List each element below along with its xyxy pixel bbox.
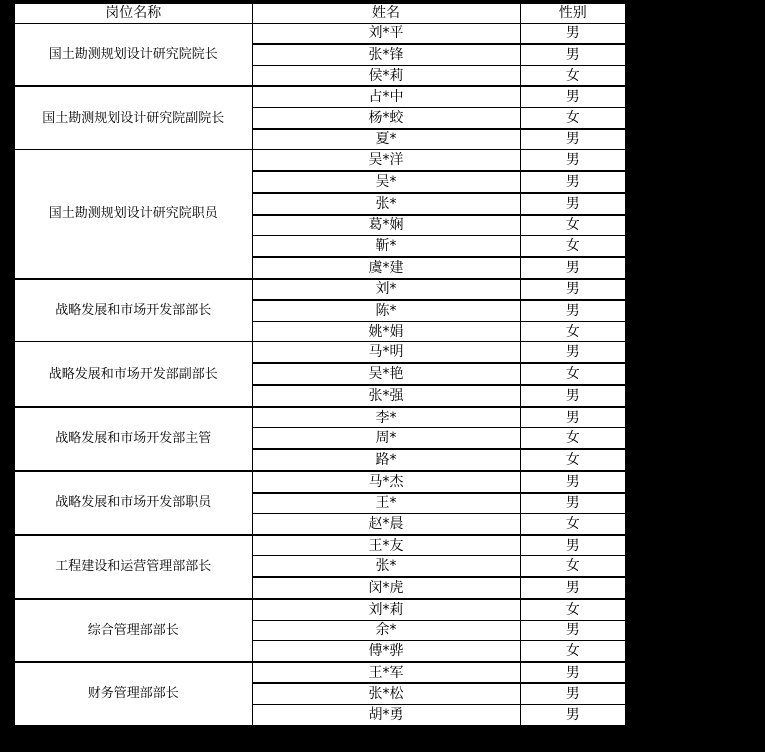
gender-cell: 男: [520, 407, 626, 428]
name-cell: 王*军: [252, 662, 520, 684]
table-row: [14, 599, 626, 620]
name-cell: 马*明: [252, 342, 520, 363]
gender-cell: 女: [520, 556, 626, 577]
position-cell: 战略发展和市场开发部主管: [14, 407, 252, 471]
name-cell: 张*: [252, 193, 520, 215]
name-cell: 马*杰: [252, 471, 520, 493]
name-cell: 余*: [252, 620, 520, 640]
gender-cell: 男: [520, 535, 626, 556]
name-cell: 侯*莉: [252, 65, 520, 86]
gender-cell: 女: [520, 449, 626, 471]
table-row: [14, 342, 626, 363]
position-cell: 国土勘测规划设计研究院职员: [14, 150, 252, 279]
gender-cell: 男: [520, 44, 626, 65]
column-header-name: 姓名: [252, 3, 520, 23]
position-cell: 战略发展和市场开发部部长: [14, 279, 252, 342]
gender-cell: 男: [520, 662, 626, 684]
gender-cell: 女: [520, 322, 626, 342]
table-row: [14, 662, 626, 684]
table-row: [14, 407, 626, 428]
name-cell: 路*: [252, 449, 520, 471]
header-row: [14, 3, 626, 23]
position-cell: 战略发展和市场开发部职员: [14, 471, 252, 535]
name-cell: 闵*虎: [252, 577, 520, 599]
table-row: [14, 23, 626, 44]
name-cell: 占*中: [252, 86, 520, 107]
gender-cell: 男: [520, 129, 626, 150]
column-header-gender: 性别: [520, 3, 626, 23]
name-cell: 靳*: [252, 236, 520, 257]
gender-cell: 男: [520, 471, 626, 493]
name-cell: 张*锋: [252, 44, 520, 65]
gender-cell: 男: [520, 493, 626, 514]
name-cell: 张*强: [252, 385, 520, 407]
table-body: [14, 23, 626, 726]
name-cell: 王*: [252, 493, 520, 514]
gender-cell: 男: [520, 385, 626, 407]
position-cell: 综合管理部部长: [14, 599, 252, 662]
gender-cell: 女: [520, 236, 626, 257]
name-cell: 杨*蛟: [252, 108, 520, 129]
name-cell: 刘*莉: [252, 599, 520, 620]
position-cell: 国土勘测规划设计研究院院长: [14, 23, 252, 86]
gender-cell: 男: [520, 171, 626, 193]
name-cell: 张*: [252, 556, 520, 577]
gender-cell: 男: [520, 705, 626, 726]
name-cell: 周*: [252, 428, 520, 449]
gender-cell: 男: [520, 23, 626, 44]
gender-cell: 女: [520, 215, 626, 236]
table-row: [14, 279, 626, 301]
name-cell: 姚*娟: [252, 322, 520, 342]
position-cell: 工程建设和运营管理部部长: [14, 535, 252, 599]
name-cell: 葛*娴: [252, 215, 520, 236]
name-cell: 李*: [252, 407, 520, 428]
name-cell: 刘*平: [252, 23, 520, 44]
gender-cell: 男: [520, 342, 626, 363]
name-cell: 虞*建: [252, 257, 520, 279]
name-cell: 陈*: [252, 300, 520, 321]
gender-cell: 男: [520, 257, 626, 279]
gender-cell: 女: [520, 428, 626, 449]
name-cell: 胡*勇: [252, 705, 520, 726]
name-cell: 吴*: [252, 171, 520, 193]
gender-cell: 女: [520, 514, 626, 535]
column-header-position: 岗位名称: [14, 3, 252, 23]
name-cell: 吴*艳: [252, 363, 520, 385]
gender-cell: 女: [520, 363, 626, 385]
name-cell: 刘*: [252, 279, 520, 301]
gender-cell: 男: [520, 577, 626, 599]
name-cell: 赵*晨: [252, 514, 520, 535]
gender-cell: 女: [520, 640, 626, 661]
name-cell: 吴*洋: [252, 150, 520, 171]
table-row: [14, 471, 626, 493]
position-cell: 财务管理部部长: [14, 662, 252, 726]
name-cell: 傅*骅: [252, 640, 520, 661]
table-row: [14, 150, 626, 171]
gender-cell: 男: [520, 193, 626, 215]
gender-cell: 男: [520, 86, 626, 107]
gender-cell: 男: [520, 683, 626, 704]
table-row: [14, 535, 626, 556]
position-cell: 国土勘测规划设计研究院副院长: [14, 86, 252, 149]
gender-cell: 男: [520, 150, 626, 171]
gender-cell: 女: [520, 108, 626, 129]
gender-cell: 男: [520, 620, 626, 640]
name-cell: 夏*: [252, 129, 520, 150]
name-cell: 王*友: [252, 535, 520, 556]
position-cell: 战略发展和市场开发部副部长: [14, 342, 252, 407]
personnel-table: [13, 2, 627, 727]
gender-cell: 女: [520, 599, 626, 620]
table-row: [14, 86, 626, 107]
gender-cell: 男: [520, 300, 626, 321]
name-cell: 张*松: [252, 683, 520, 704]
gender-cell: 男: [520, 279, 626, 301]
gender-cell: 女: [520, 65, 626, 86]
